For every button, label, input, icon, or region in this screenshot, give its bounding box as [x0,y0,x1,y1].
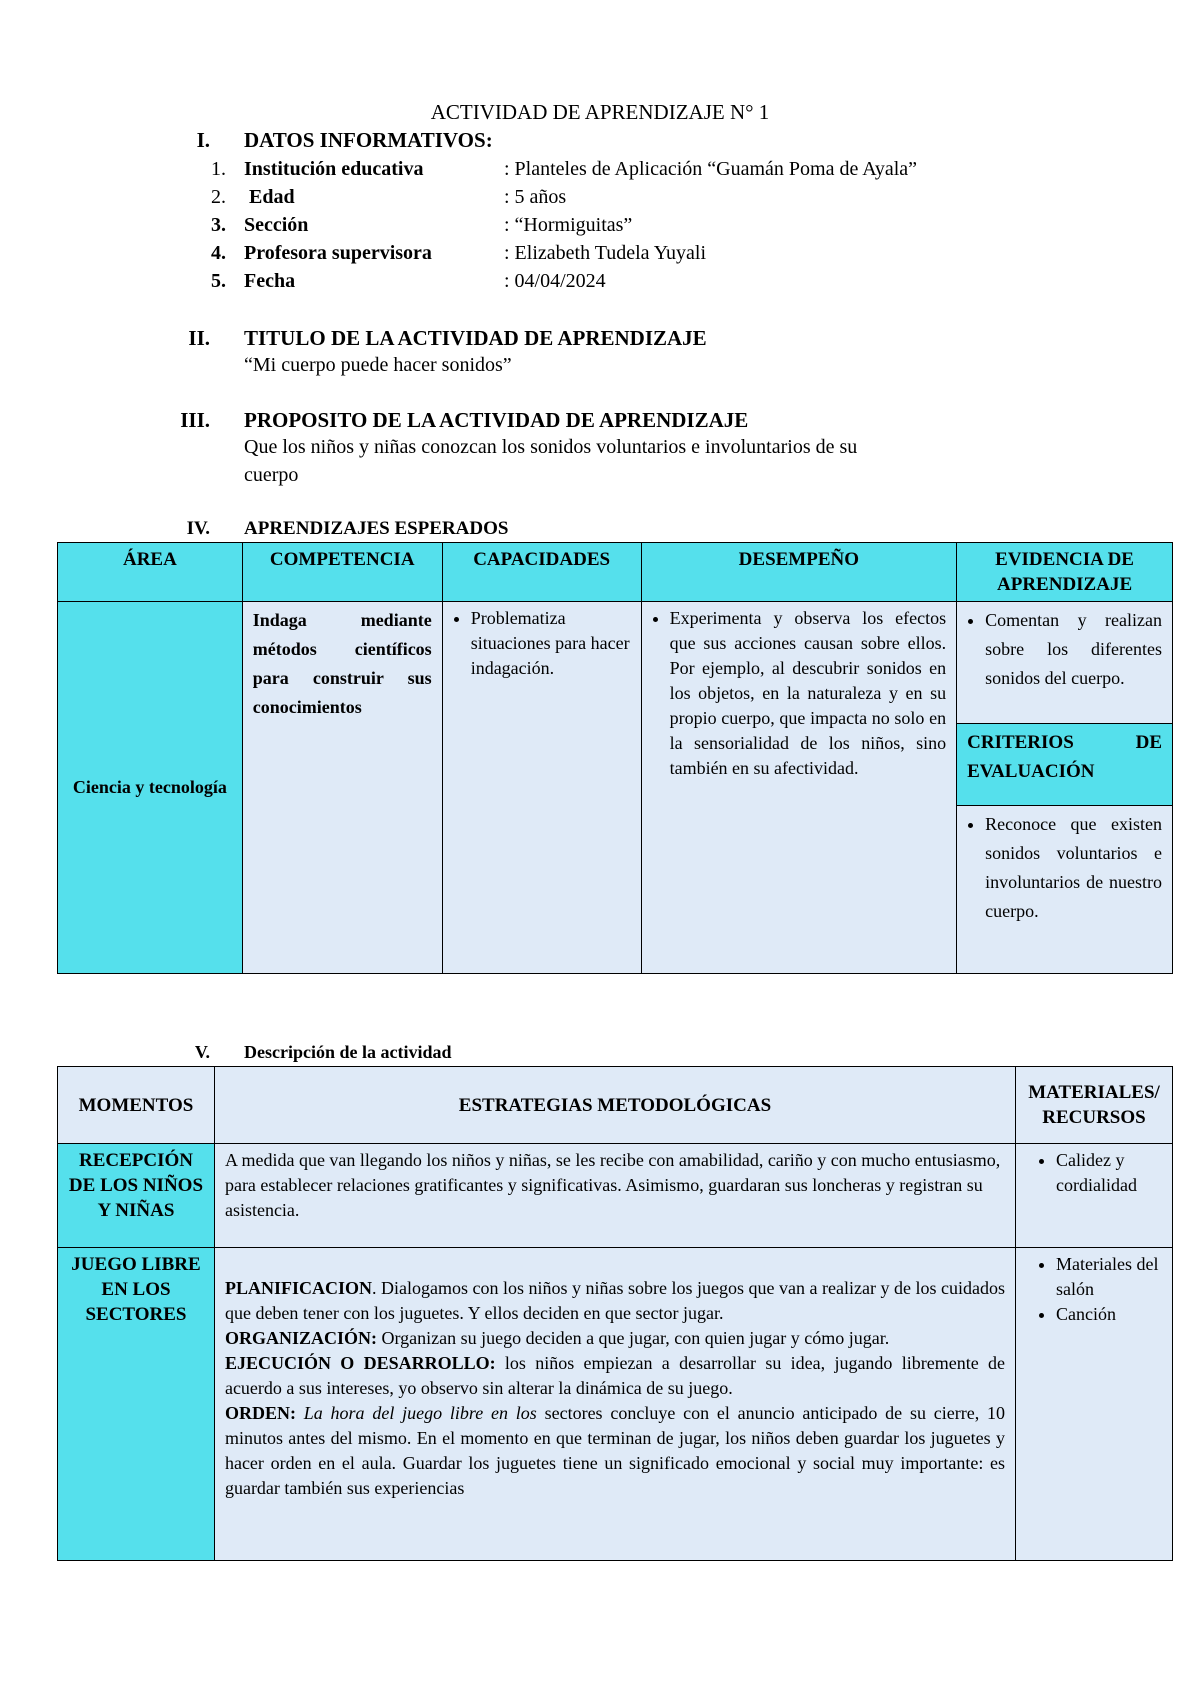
section-3-number: III. [180,408,210,432]
text-planificacion: . Dialogamos con los niños y niñas sobre los juegos que van a realizar y de los cuidados que deben tener con los juguetes. Y ellos deciden en que sector jugar. [224,1278,1005,1323]
info-row [0,186,1200,214]
momento-juego-libre: JUEGO LIBRE EN LOS SECTORES [58,1248,215,1561]
criterios-header: CRITERIOS DE EVALUACIÓN [957,724,1173,806]
header-materiales: MATERIALES/ RECURSOS [1016,1067,1173,1144]
list-item: • Comentan y realizan sobre los diferentes sonidos del cuerpo. [985,606,1162,693]
materiales-recepcion [1016,1144,1173,1248]
area-cell: Ciencia y tecnología [58,602,243,974]
info-label: Institución educativa [244,158,424,180]
info-label: Edad [249,186,295,208]
competencia-cell: Indaga mediante métodos científicos para construir sus conocimientos [242,602,442,974]
info-value: : “Hormiguitas” [504,214,633,236]
activity-title-text: “Mi cuerpo puede hacer sonidos” [244,354,512,376]
info-label: Fecha [244,270,296,292]
paragraph-organizacion [225,1326,1005,1351]
table-header-row [58,1067,1173,1144]
evidencia-cell [957,602,1173,724]
info-value: : Elizabeth Tudela Yuyali [504,242,707,264]
info-number: 5. [211,270,226,292]
estrategia-recepcion: A medida que van llegando los niños y niñas, se les recibe con amabilidad, cariño y con mucho entusiasmo, para establecer relaciones gratificantes y significativas. Asimismo, guardaran sus loncheras y registran su asistencia. [214,1144,1015,1248]
info-number: 3. [211,214,226,236]
purpose-text-line1: Que los niños y niñas conozcan los sonidos voluntarios e involuntarios de su [244,436,858,458]
section-1-number: I. [196,128,210,152]
list-item: • Experimenta y observa los efectos que sus acciones causan sobre ellos. Por ejemplo, al descubrir sonidos en los objetos, en la naturaleza y en su propio cuerpo, que impacta no solo en la sensorialidad de los niños, sino también en su afectividad. [670,606,947,781]
info-value: : Planteles de Aplicación “Guamán Poma de Ayala” [504,158,918,180]
list-item: • Materiales del salón [1056,1252,1162,1302]
label-orden: ORDEN: [224,1403,296,1423]
table-row [58,1144,1173,1248]
materiales-juego-libre [1016,1248,1173,1561]
italic-orden: La hora del juego libre en los [295,1403,537,1423]
paragraph-planificacion [225,1276,1005,1326]
list-item: • Canción [1056,1302,1162,1327]
header-competencia: COMPETENCIA [242,543,442,602]
estrategia-juego-libre [214,1248,1015,1561]
section-2-number: II. [188,326,210,350]
info-row [0,242,1200,270]
desempeno-cell [641,602,957,974]
list-item: • Problematiza situaciones para hacer indagación. [471,606,631,681]
text-organizacion: Organizan su juego deciden a que jugar, con quien jugar y cómo jugar. [376,1328,890,1348]
paragraph-orden [225,1401,1005,1501]
info-number: 4. [211,242,226,264]
header-evidencia: EVIDENCIA DE APRENDIZAJE [957,543,1173,602]
document-title: ACTIVIDAD DE APRENDIZAJE N° 1 [430,100,770,124]
header-capacidades: CAPACIDADES [442,543,641,602]
activity-description-table [57,1066,1173,1561]
info-row [0,158,1200,186]
table-header-row [58,543,1173,602]
info-value: : 5 años [504,186,567,208]
header-desempeno: DESEMPEÑO [641,543,957,602]
section-4-number: IV. [186,518,210,539]
list-item: • Calidez y cordialidad [1056,1148,1162,1198]
label-organizacion: ORGANIZACIÓN: [224,1328,377,1348]
header-momentos: MOMENTOS [58,1067,215,1144]
section-5-number: V. [194,1042,210,1062]
section-4-title: APRENDIZAJES ESPERADOS [244,518,509,539]
paragraph-ejecucion [225,1351,1005,1401]
list-item: • Reconoce que existen sonidos voluntarios e involuntarios de nuestro cuerpo. [985,810,1162,926]
info-row [0,214,1200,242]
criterio-cell [957,806,1173,974]
capacidad-cell [442,602,641,974]
purpose-text-line2: cuerpo [244,464,299,486]
info-number: 2. [211,186,226,208]
section-2-title: TITULO DE LA ACTIVIDAD DE APRENDIZAJE [244,326,707,350]
label-planificacion: PLANIFICACION [224,1278,372,1298]
header-area: ÁREA [58,543,243,602]
section-5-title: Descripción de la actividad [244,1042,452,1062]
section-1-title: DATOS INFORMATIVOS: [244,128,493,152]
label-ejecucion: EJECUCIÓN O DESARROLLO: [224,1353,496,1373]
momento-recepcion: RECEPCIÓN DE LOS NIÑOS Y NIÑAS [58,1144,215,1248]
info-label: Sección [244,214,309,236]
info-row [0,270,1200,298]
section-3-title: PROPOSITO DE LA ACTIVIDAD DE APRENDIZAJE [244,408,749,432]
text-ejecucion: los niños empiezan a desarrollar su idea, jugando libremente de acuerdo a sus intereses, yo observo sin alterar la dinámica de su juego. [224,1353,1005,1398]
table-row [58,1248,1173,1561]
expected-learning-table [57,542,1173,974]
info-value: : 04/04/2024 [504,270,606,292]
table-row [58,602,1173,724]
text-orden: sectores concluye con el anuncio anticipado de su cierre, 10 minutos antes del mismo. En el momento en que terminan de jugar, los niños deben guardar los juguetes y hacer orden en el aula. Guardar los juguetes tiene un significado emocional y social muy importante: es guardar también sus experiencias [224,1403,1005,1498]
info-number: 1. [211,158,226,180]
header-estrategias: ESTRATEGIAS METODOLÓGICAS [214,1067,1015,1144]
info-label: Profesora supervisora [244,242,432,264]
